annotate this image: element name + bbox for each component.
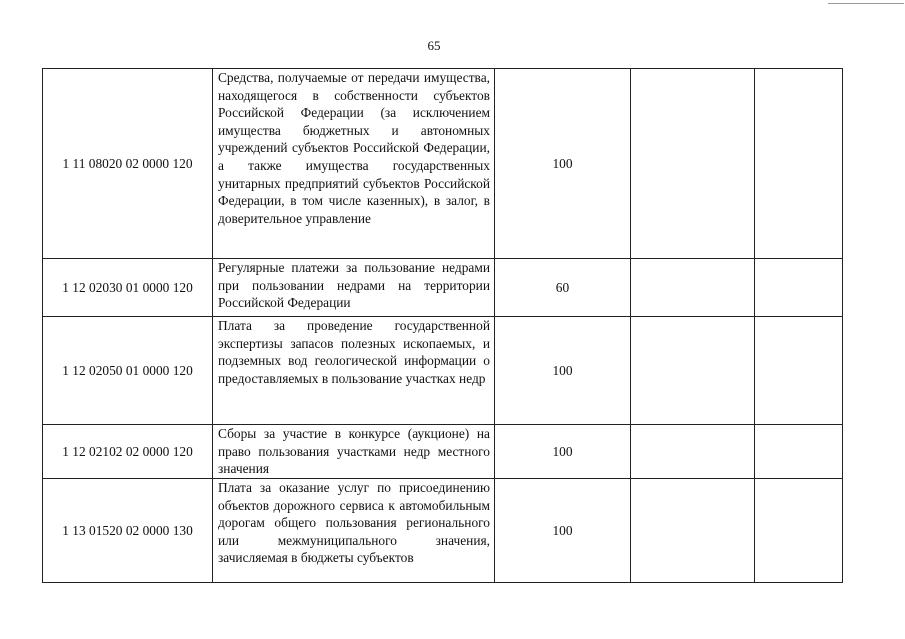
empty-cell — [631, 425, 755, 479]
table-row — [43, 425, 843, 479]
revenue-code: 1 12 02050 01 0000 120 — [43, 317, 213, 425]
revenue-table — [42, 68, 843, 583]
revenue-description: Средства, получаемые от передачи имущества, находящегося в собственности субъектов Российской Федерации (за исключением имущества бюджетных и автономных учреждений субъектов Российской Федерации, а также имущества государственных унитарных предприятий субъектов Российской Федерации, в том числе казенных), в залог, в доверительное управление — [213, 69, 495, 259]
empty-cell — [755, 425, 843, 479]
revenue-code: 1 13 01520 02 0000 130 — [43, 479, 213, 583]
table-row — [43, 69, 843, 259]
empty-cell — [631, 479, 755, 583]
empty-cell — [631, 317, 755, 425]
percent-value: 100 — [495, 317, 631, 425]
revenue-code: 1 12 02102 02 0000 120 — [43, 425, 213, 479]
revenue-description: Регулярные платежи за пользование недрами при пользовании недрами на территории Российской Федерации — [213, 259, 495, 317]
revenue-code: 1 12 02030 01 0000 120 — [43, 259, 213, 317]
percent-value: 100 — [495, 425, 631, 479]
empty-cell — [755, 69, 843, 259]
revenue-description: Сборы за участие в конкурсе (аукционе) на право пользования участками недр местного значения — [213, 425, 495, 479]
table-row — [43, 259, 843, 317]
empty-cell — [631, 69, 755, 259]
percent-value: 100 — [495, 69, 631, 259]
percent-value: 60 — [495, 259, 631, 317]
page-number: 65 — [427, 38, 441, 53]
revenue-description: Плата за оказание услуг по присоединению объектов дорожного сервиса к автомобильным дорогам общего пользования регионального или межмуниципального значения, зачисляемая в бюджеты субъектов — [213, 479, 495, 583]
empty-cell — [755, 259, 843, 317]
revenue-description: Плата за проведение государственной экспертизы запасов полезных ископаемых, и подземных вод геологической информации о предоставляемых в пользование участках недр — [213, 317, 495, 425]
empty-cell — [755, 317, 843, 425]
empty-cell — [755, 479, 843, 583]
revenue-code: 1 11 08020 02 0000 120 — [43, 69, 213, 259]
top-edge-rule — [828, 3, 904, 4]
percent-value: 100 — [495, 479, 631, 583]
table-row — [43, 479, 843, 583]
empty-cell — [631, 259, 755, 317]
table-row — [43, 317, 843, 425]
